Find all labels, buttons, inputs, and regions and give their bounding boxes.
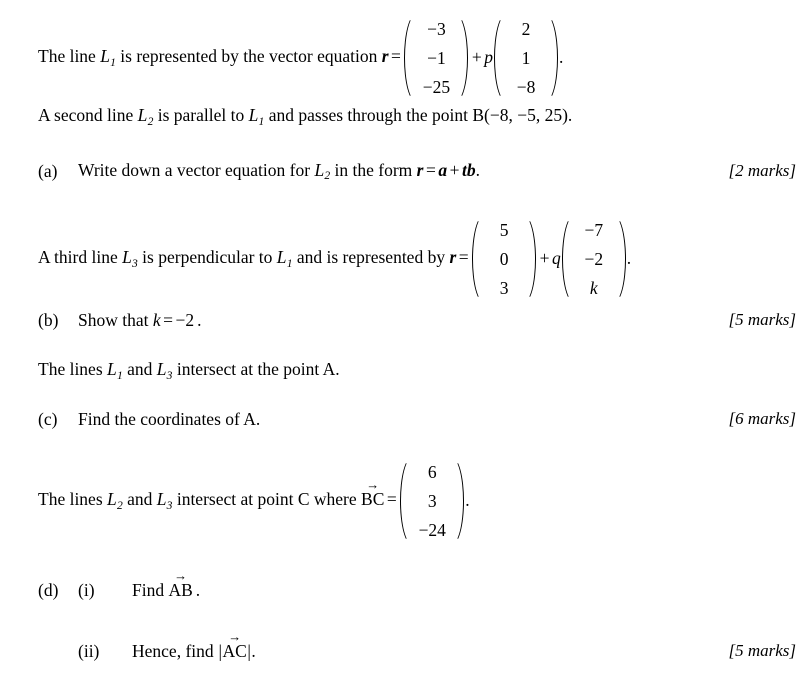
sentence-period: . [197, 309, 202, 330]
intro-line-1 [0, 12, 807, 104]
paren-right-icon [457, 14, 468, 102]
part-b-text [78, 310, 202, 331]
paren-left-icon [400, 457, 411, 545]
vector-entry: −8 [516, 76, 536, 97]
equals-sign: = [386, 489, 397, 510]
paren-left-icon [562, 215, 573, 303]
column-vector-bc [400, 455, 464, 547]
vector-r-symbol: r [416, 159, 424, 180]
third-line-suffix: and is represented by [292, 246, 450, 267]
paren-right-icon [525, 215, 536, 303]
vector-entry: 0 [499, 248, 509, 269]
parameter-q-symbol: q [552, 248, 561, 269]
sentence-period: . [559, 47, 564, 68]
intersect-c-middle: and [122, 489, 157, 510]
line-L1-subscript: 1 [110, 56, 116, 69]
plus-sign: + [471, 47, 482, 68]
line-L1-subscript: 1 [116, 369, 123, 382]
part-b-row [0, 307, 807, 333]
line-L3-symbol: L [156, 358, 167, 379]
sentence-period: . [626, 248, 632, 269]
paren-right-icon [547, 14, 558, 102]
intro-line-2-suffix: and passes through the point B [264, 104, 485, 125]
line-L1-symbol: L [107, 358, 117, 379]
intersect-a-row [0, 358, 807, 384]
paren-right-icon [615, 215, 626, 303]
part-d-i-label: (i) [78, 579, 95, 600]
paren-left-icon [472, 215, 483, 303]
part-d-ii-row [0, 629, 807, 664]
part-d-ii-text-prefix: Hence, find [132, 641, 219, 661]
intersect-a-text [38, 359, 340, 383]
intro-line-1-text [38, 46, 403, 70]
part-a-text-middle: in the form [330, 159, 417, 180]
intro-line-2-text [38, 105, 572, 129]
plus-q-group [537, 248, 561, 270]
part-d-marks: [5 marks] [728, 641, 796, 660]
part-a-label: (a) [38, 160, 58, 181]
variable-k-symbol: k [152, 309, 161, 330]
part-a-text-prefix: Write down a vector equation for [78, 159, 315, 180]
line-L3-subscript: 3 [132, 257, 138, 270]
vector-entry: 3 [499, 277, 509, 298]
vector-ab-label: AB [168, 580, 193, 600]
parameter-t-symbol: t [461, 159, 467, 180]
part-a-row [0, 158, 807, 184]
vector-entry: 5 [499, 219, 509, 240]
part-c-marks: [6 marks] [728, 409, 796, 428]
column-vector-a-L3 [472, 213, 536, 305]
part-d-i-row [0, 568, 807, 603]
sentence-period: . [195, 580, 201, 600]
third-line-middle: is perpendicular to [137, 246, 277, 267]
part-c-row [0, 406, 807, 432]
vector-entry: −1 [427, 47, 446, 68]
third-line-prefix: A third line [38, 246, 123, 267]
vector-entry: −2 [584, 248, 604, 269]
third-line-row [0, 213, 807, 305]
paren-right-icon [453, 457, 464, 545]
line-L1-symbol: L [100, 45, 110, 66]
intro-line-1-prefix: The line [38, 45, 101, 66]
part-d-label: (d) [38, 579, 59, 600]
line-L2-subscript: 2 [324, 170, 331, 183]
part-b-marks: [5 marks] [728, 310, 796, 329]
column-vector-a-L1 [404, 12, 468, 104]
line-L2-symbol: L [137, 104, 148, 125]
intro-line-2-prefix: A second line [38, 104, 138, 125]
part-d-i-text-prefix: Find [132, 580, 169, 600]
line-L1-subscript: 1 [286, 257, 293, 270]
equals-sign: = [391, 45, 401, 66]
part-d-i-text [132, 568, 201, 601]
right-arrow-icon: → [174, 568, 188, 583]
paren-left-icon [494, 14, 505, 102]
part-c-label: (c) [38, 408, 58, 429]
vector-entry: −3 [427, 18, 446, 39]
vector-b-symbol: b [466, 159, 476, 180]
line-L1-symbol: L [276, 246, 287, 267]
intersect-a-suffix: intersect at the point A. [172, 358, 340, 379]
vector-bc-label: BC [361, 489, 385, 510]
sentence-period: . [465, 490, 470, 511]
part-d-ii-label: (ii) [78, 640, 100, 661]
third-line-text [38, 247, 471, 271]
line-L1-symbol: L [248, 104, 259, 125]
point-b-coordinates: (−8, −5, 25) [484, 104, 568, 125]
plus-p-group [469, 47, 493, 69]
k-value: −2 [175, 309, 195, 330]
vector-ab-notation [168, 568, 193, 601]
part-a-text [78, 160, 480, 183]
vector-ac-notation [222, 629, 247, 662]
intersect-a-middle: and [122, 358, 157, 379]
vector-entry: 3 [427, 490, 437, 511]
vector-ac-label: AC [222, 641, 247, 661]
absolute-bar-close: | [247, 641, 251, 661]
vector-entry-k: k [589, 277, 598, 298]
part-d-ii-text [132, 629, 256, 662]
line-L2-subscript: 2 [116, 500, 123, 513]
line-L1-subscript: 1 [258, 115, 265, 128]
line-L2-symbol: L [107, 489, 117, 510]
absolute-bar-open: | [218, 641, 223, 661]
part-c-text: Find the coordinates of A. [78, 408, 261, 429]
line-L3-subscript: 3 [166, 500, 173, 513]
vector-entry: 1 [521, 47, 531, 68]
vector-entry: −25 [422, 76, 451, 97]
line-L3-subscript: 3 [166, 369, 173, 382]
intro-line-1-middle: is represented by the vector equation [115, 45, 382, 66]
intersect-c-row [0, 455, 807, 547]
plus-sign: + [539, 248, 550, 269]
line-L3-symbol: L [122, 246, 132, 267]
sentence-period: . [251, 641, 256, 661]
intersect-a-prefix: The lines [38, 358, 108, 379]
equals-sign: = [163, 309, 174, 330]
part-b-label: (b) [38, 309, 59, 330]
part-b-text-prefix: Show that [78, 309, 153, 330]
equals-sign: = [425, 159, 436, 180]
part-a-marks: [2 marks] [728, 161, 796, 180]
line-L2-symbol: L [314, 159, 325, 180]
vector-r-symbol: r [449, 246, 457, 267]
vector-entry: 2 [521, 18, 531, 39]
vector-entry: −24 [418, 519, 446, 540]
right-arrow-icon: → [228, 629, 242, 644]
intro-line-2 [0, 104, 807, 130]
line-L3-symbol: L [156, 489, 167, 510]
right-arrow-icon: → [366, 477, 380, 493]
sentence-period: . [567, 104, 573, 125]
paren-left-icon [404, 14, 415, 102]
vector-a-symbol: a [438, 159, 448, 180]
vector-entry: 6 [427, 461, 437, 482]
sentence-period: . [475, 159, 480, 180]
line-L2-subscript: 2 [147, 115, 154, 128]
column-vector-b-L1 [494, 12, 558, 104]
intersect-c-suffix: intersect at point C where [172, 489, 362, 510]
intersect-c-prefix: The lines [38, 489, 108, 510]
parameter-p-symbol: p [484, 47, 494, 68]
intersect-c-text [38, 477, 399, 513]
column-vector-b-L3 [562, 213, 626, 305]
equals-sign: = [458, 246, 469, 267]
vector-bc-notation [361, 477, 385, 511]
plus-sign: + [449, 159, 460, 180]
vector-r-symbol: r [381, 45, 389, 66]
vector-entry: −7 [584, 219, 604, 240]
intro-line-2-middle: is parallel to [153, 104, 249, 125]
